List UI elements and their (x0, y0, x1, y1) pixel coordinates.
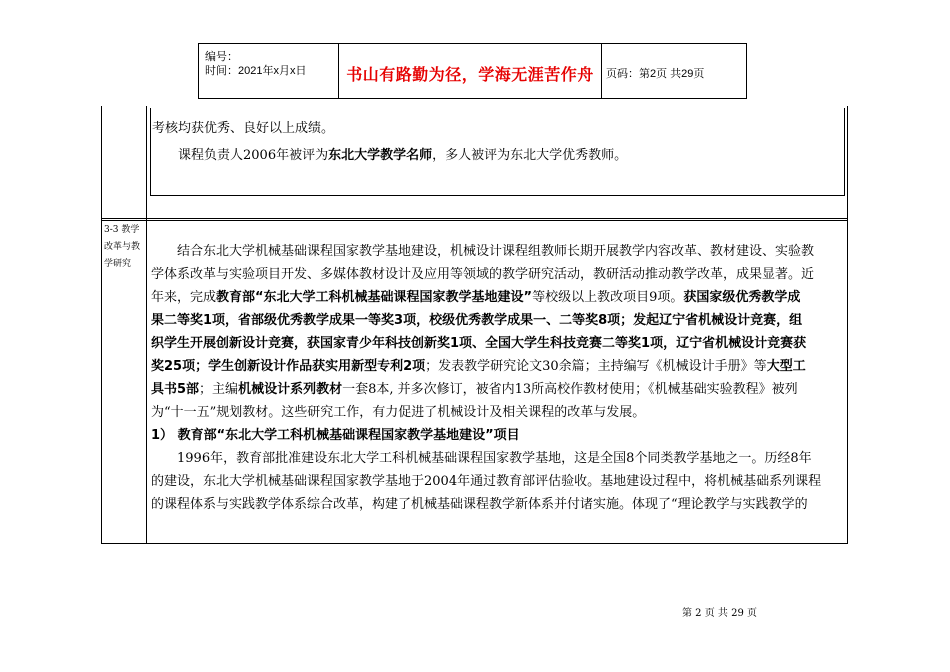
top-cell-line1: 考核均获优秀、良好以上成绩。 (152, 121, 335, 136)
body-line: 的课程体系与实践教学体系综合改革，构建了机械基础课程教学新体系并付诸实施。体现了“理论教学与实践教学的 (151, 497, 808, 512)
line2-bold: 东北大学教学名师 (328, 148, 433, 163)
line2-pre: 课程负责人2006年被评为 (178, 148, 329, 163)
body-line (151, 378, 845, 401)
line2-post: ，多人被评为东北大学优秀教师。 (432, 148, 628, 163)
body-line-bold: 果二等奖1项，省部级优秀教学成果一等奖3项，校级优秀教学成果一、二等奖8项；发起辽宁省机械设计竞赛，组 (151, 313, 803, 328)
section-label-line: 改革与教 (104, 242, 141, 252)
body-seg-bold: 机械设计系列教材 (238, 382, 343, 397)
section-label-line: 3-3 教学 (104, 225, 140, 235)
body-line (151, 355, 845, 378)
body-seg-bold: 获国家级优秀教学成 (683, 290, 801, 305)
body-line: 1996年，教育部批准建设东北大学工科机械基础课程国家教学基地，这是全国8个同类教学基地之一。历经8年 (177, 451, 812, 466)
body-seg: ；发表教学研究论文30余篇；主持编写《机械设计手册》等 (425, 359, 767, 374)
header-motto: 书山有路勤为径，学海无涯苦作舟 (339, 44, 602, 98)
body-line: 为“十一五”规划教材。这些研究工作，有力促进了机械设计及相关课程的改革与发展。 (151, 405, 646, 420)
body-seg: ；主编 (199, 382, 239, 397)
header-meta (199, 44, 339, 98)
row-separator (101, 218, 848, 221)
page-header (198, 43, 747, 99)
subsection-heading: 1） 教育部“东北大学工科机械基础课程国家教学基地建设”项目 (151, 428, 520, 443)
section-label-line: 学研究 (104, 259, 132, 269)
body-seg-bold: 奖25项；学生创新设计作品获实用新型专利2项 (151, 359, 426, 374)
body-line: 的建设，东北大学机械基础课程国家教学基地于2004年通过教育部评估验收。基地建设过程中，将机械基础系列课程 (151, 474, 822, 489)
body-line-bold: 织学生开展创新设计竞赛，获国家青少年科技创新奖1项、全国大学生科技竞赛二等奖1项，辽宁省机械设计竞赛获 (151, 336, 807, 351)
time-label: 时间：2021年x月x日 (205, 65, 307, 77)
body-seg-bold: 具书5部 (151, 382, 200, 397)
number-label: 编号： (205, 51, 238, 63)
column-divider (146, 106, 147, 544)
body-seg: 年来，完成 (151, 290, 217, 305)
body-line (151, 286, 845, 309)
body-seg: 一套8本, 并多次修订，被省内13所高校作教材使用；《机械基础实验教程》被列 (342, 382, 798, 397)
body-seg: 等校级以上教改项目9项。 (532, 290, 684, 305)
section-label (104, 222, 144, 273)
body-seg-bold: 大型工 (766, 359, 806, 374)
header-page-label: 页码：第2页 共29页 (606, 68, 705, 80)
body-seg-bold: 教育部“东北大学工科机械基础课程国家教学基地建设” (216, 290, 533, 305)
section-body (151, 240, 845, 516)
top-cell-line2 (178, 144, 627, 163)
body-line: 结合东北大学机械基础课程国家教学基地建设，机械设计课程组教师长期开展教学内容改革、教材建设、实验教 (177, 244, 815, 259)
body-line: 学体系改革与实验项目开发、多媒体教材设计及应用等领域的教学研究活动，教研活动推动教学改革，成果显著。近 (151, 267, 815, 282)
page-footer: 第 2 页 共 29 页 (682, 608, 757, 619)
